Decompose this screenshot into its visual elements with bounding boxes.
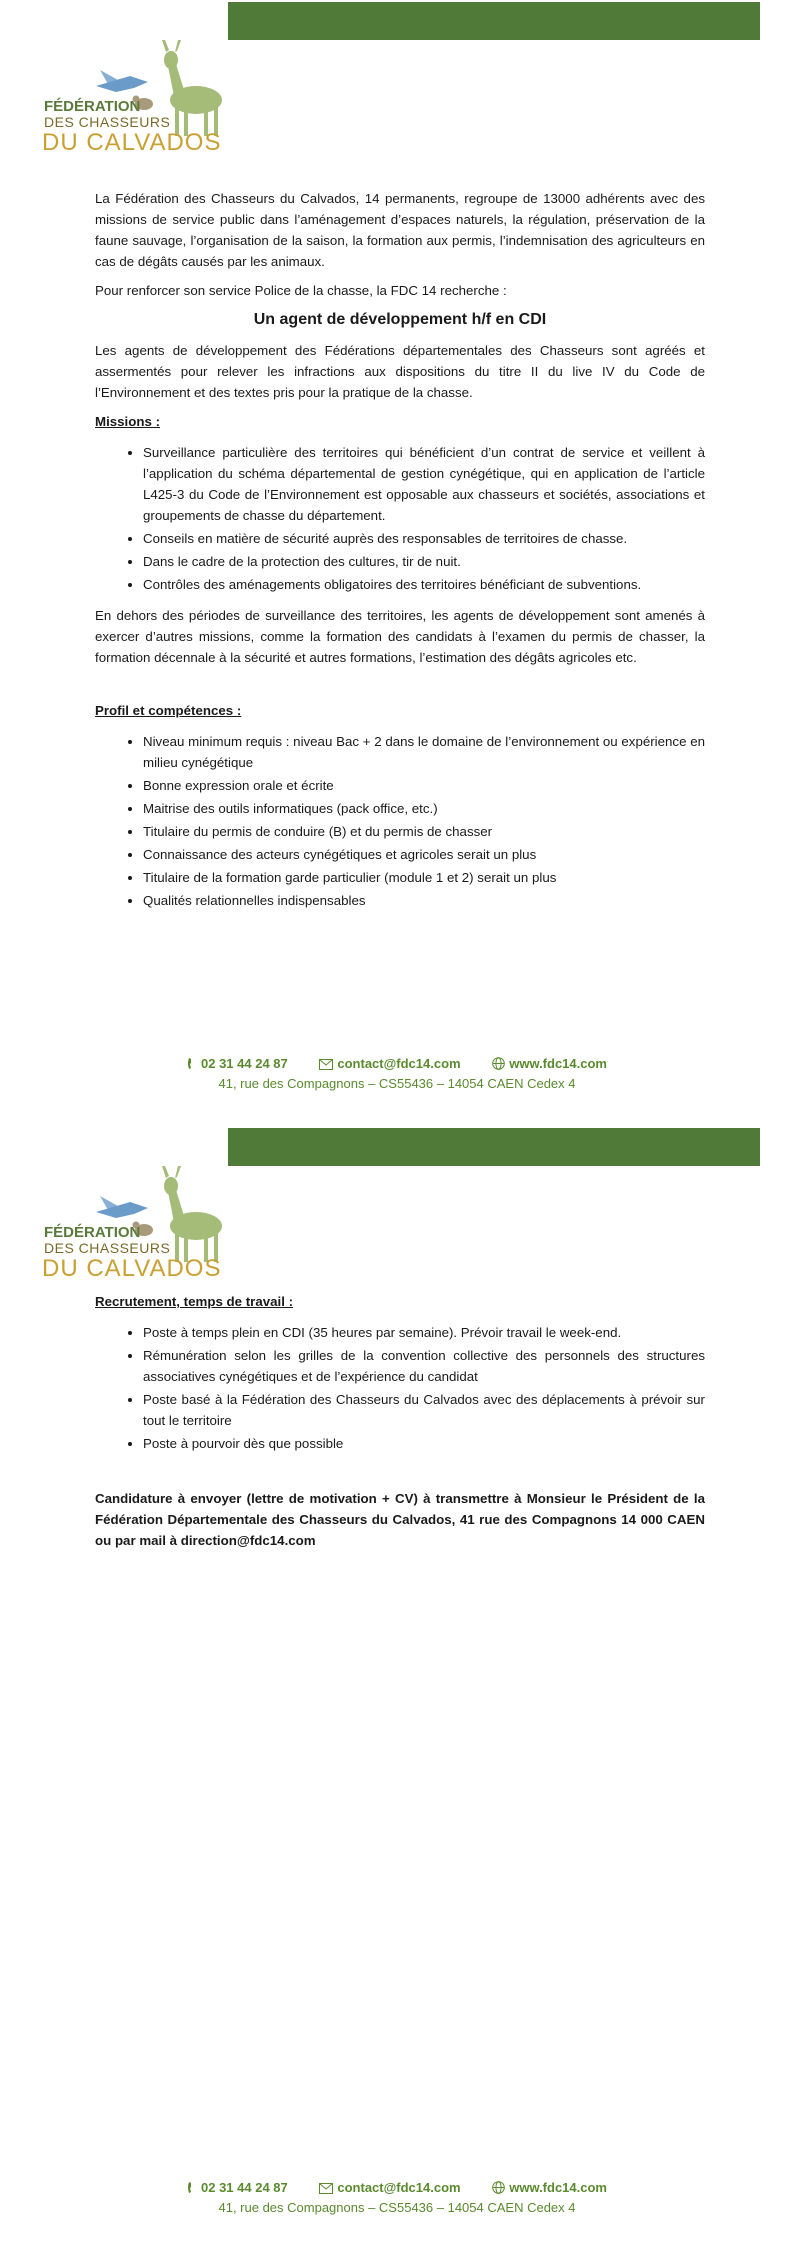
profil-list bbox=[95, 731, 705, 911]
list-item: • Poste à pourvoir dès que possible bbox=[143, 1433, 705, 1454]
recrutement-heading: Recrutement, temps de travail : bbox=[95, 1294, 294, 1309]
page-1-content bbox=[95, 188, 705, 921]
list-item: • Maitrise des outils informatiques (pack office, etc.) bbox=[143, 798, 705, 819]
logo-text-federation: FÉDÉRATION bbox=[44, 1224, 141, 1241]
page-1 bbox=[0, 0, 794, 1125]
footer-website[interactable] bbox=[492, 1054, 607, 1074]
email-link[interactable]: contact@fdc14.com bbox=[337, 2180, 461, 2195]
list-item: • Rémunération selon les grilles de la convention collective des personnels des structures associatives cynégétiques et de l’expérience du candidat bbox=[143, 1345, 705, 1387]
email-link[interactable]: contact@fdc14.com bbox=[337, 1056, 461, 1071]
logo-text-des-chasseurs: DES CHASSEURS bbox=[44, 114, 171, 130]
phone-icon bbox=[187, 1057, 197, 1070]
globe-icon bbox=[492, 2181, 505, 2194]
website-link[interactable]: www.fdc14.com bbox=[509, 2180, 607, 2195]
job-title: Un agent de développement h/f en CDI bbox=[253, 311, 547, 328]
recrutement-list bbox=[95, 1322, 705, 1454]
logo-text-des-chasseurs: DES CHASSEURS bbox=[44, 1240, 171, 1256]
footer-address: 41, rue des Compagnons – CS55436 – 14054 CAEN Cedex 4 bbox=[218, 2200, 576, 2215]
envelope-icon bbox=[319, 2183, 333, 2194]
list-item: • Bonne expression orale et écrite bbox=[143, 775, 705, 796]
logo bbox=[38, 1164, 238, 1284]
list-item: • Niveau minimum requis : niveau Bac + 2 dans le domaine de l’environnement ou expérience en milieu cynégétique bbox=[143, 731, 705, 773]
list-item: • Titulaire de la formation garde particulier (module 1 et 2) serait un plus bbox=[143, 867, 705, 888]
agents-paragraph: Les agents de développement des Fédérations départementales des Chasseurs sont agréés et assermentés pour relever les infractions aux dispositions du titre II du live IV du Code de l’Environnement et des textes pris pour la pratique de la chasse. bbox=[95, 343, 705, 400]
logo-text-federation: FÉDÉRATION bbox=[44, 98, 141, 115]
footer-website[interactable] bbox=[492, 2178, 607, 2198]
list-item: • Titulaire du permis de conduire (B) et du permis de chasser bbox=[143, 821, 705, 842]
footer bbox=[0, 1054, 794, 1094]
en-dehors-paragraph: En dehors des périodes de surveillance des territoires, les agents de développement sont amenés à exercer d’autres missions, comme la formation des candidats à l’examen du permis de chasser, la formation décennale à la sécurité et autres formations, l’estimation des dégâts agricoles etc. bbox=[95, 608, 705, 665]
missions-list bbox=[95, 442, 705, 595]
list-item: • Connaissance des acteurs cynégétiques et agricoles serait un plus bbox=[143, 844, 705, 865]
list-item: • Conseils en matière de sécurité auprès des responsables de territoires de chasse. bbox=[143, 528, 705, 549]
page-2-content bbox=[95, 1291, 705, 1559]
list-item: • Poste basé à la Fédération des Chasseurs du Calvados avec des déplacements à prévoir sur tout le territoire bbox=[143, 1389, 705, 1431]
logo-text-du-calvados: DU CALVADOS bbox=[42, 1255, 222, 1282]
list-item: • Contrôles des aménagements obligatoires des territoires bénéficiant de subventions. bbox=[143, 574, 705, 595]
phone-icon bbox=[187, 2181, 197, 2194]
profil-heading: Profil et compétences : bbox=[95, 703, 242, 718]
header-bar bbox=[228, 1128, 760, 1166]
globe-icon bbox=[492, 1057, 505, 1070]
phone-number: 02 31 44 24 87 bbox=[201, 2180, 288, 2195]
list-item: • Qualités relationnelles indispensables bbox=[143, 890, 705, 911]
recherche-paragraph: Pour renforcer son service Police de la chasse, la FDC 14 recherche : bbox=[95, 283, 507, 298]
website-link[interactable]: www.fdc14.com bbox=[509, 1056, 607, 1071]
list-item: • Poste à temps plein en CDI (35 heures par semaine). Prévoir travail le week-end. bbox=[143, 1322, 705, 1343]
logo-text-du-calvados: DU CALVADOS bbox=[42, 129, 222, 156]
footer-email[interactable] bbox=[319, 2178, 460, 2198]
header-bar bbox=[228, 2, 760, 40]
candidature-paragraph: Candidature à envoyer (lettre de motivation + CV) à transmettre à Monsieur le Président de la Fédération Départementale des Chasseurs du Calvados, 41 rue des Compagnons 14 000 CAEN ou par mail à direction@fdc14.com bbox=[95, 1491, 705, 1548]
footer-email[interactable] bbox=[319, 1054, 460, 1074]
list-item: • Surveillance particulière des territoires qui bénéficient d’un contrat de service et veillent à l’application du schéma départemental de gestion cynégétique, qui en application de l’article L425-3 du Code de l’Environnement est opposable aux chasseurs et sociétés, associations et groupements de chasse du département. bbox=[143, 442, 705, 526]
intro-paragraph: La Fédération des Chasseurs du Calvados, 14 permanents, regroupe de 13000 adhérents avec des missions de service public dans l’aménagement d’espaces naturels, la régulation, préservation de la faune sauvage, l’organisation de la saison, la formation aux permis, l’indemnisation des agriculteurs en cas de dégâts causés par les animaux. bbox=[95, 191, 705, 269]
phone-number: 02 31 44 24 87 bbox=[201, 1056, 288, 1071]
missions-heading: Missions : bbox=[95, 414, 161, 429]
envelope-icon bbox=[319, 1059, 333, 1070]
logo bbox=[38, 38, 238, 158]
footer-address: 41, rue des Compagnons – CS55436 – 14054 CAEN Cedex 4 bbox=[218, 1076, 576, 1091]
list-item: • Dans le cadre de la protection des cultures, tir de nuit. bbox=[143, 551, 705, 572]
footer-phone bbox=[187, 1054, 288, 1074]
footer bbox=[0, 2178, 794, 2218]
page-2 bbox=[0, 1126, 794, 2251]
footer-phone bbox=[187, 2178, 288, 2198]
